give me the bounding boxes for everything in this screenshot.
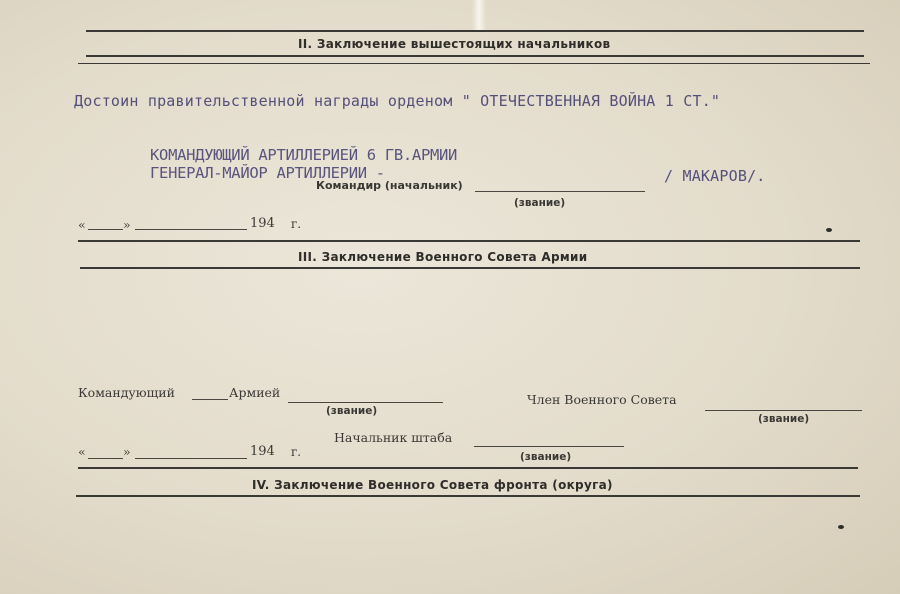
date-suffix-2: г. — [291, 445, 302, 459]
section-3-title: III. Заключение Военного Совета Армии — [298, 250, 588, 264]
commander-label: Командир (начальник) — [316, 179, 463, 192]
section-3-bottom-rule — [80, 267, 860, 269]
date-quote-open-2: « — [78, 444, 86, 459]
section-4-title: IV. Заключение Военного Совета фронта (округа) — [252, 478, 613, 492]
date-day-line — [88, 229, 123, 230]
section-2-top-rule — [86, 30, 864, 32]
award-recommendation-text: Достоин правительственной награды орденом " ОТЕЧЕСТВЕННАЯ ВОЙНА 1 СТ." — [74, 92, 721, 110]
army-label: Армией — [229, 385, 281, 400]
section-4-top-rule — [78, 467, 858, 469]
army-commander-gap-line — [192, 399, 228, 400]
date-suffix: г. — [291, 217, 302, 231]
chief-of-staff-rank-line — [474, 446, 624, 447]
section-3-top-rule — [78, 240, 860, 242]
commander-rank-line — [475, 191, 645, 192]
stamp-line-2: ГЕНЕРАЛ-МАЙОР АРТИЛЛЕРИИ - — [150, 164, 385, 182]
stamp-line-1: КОМАНДУЮЩИЙ АРТИЛЛЕРИЕЙ 6 ГВ.АРМИИ — [150, 146, 458, 164]
date-quote-close: » — [123, 217, 131, 232]
council-member-rank-caption: (звание) — [758, 413, 810, 425]
date-quote-close-2: » — [123, 444, 131, 459]
council-member-rank-line — [705, 410, 862, 411]
date-quote-open: « — [78, 217, 86, 232]
section-2-bottom-rule-2 — [78, 63, 870, 64]
date-year-2: 194 — [250, 444, 275, 459]
section-2-title: II. Заключение вышестоящих начальников — [298, 37, 611, 51]
commander-rank-caption: (звание) — [514, 197, 566, 209]
ink-speck-2 — [838, 525, 844, 529]
date-day-line-2 — [88, 458, 123, 459]
army-commander-label: Командующий — [78, 385, 175, 400]
council-member-label: Член Военного Совета — [527, 392, 677, 407]
date-month-line — [135, 229, 247, 230]
army-commander-rank-caption: (звание) — [326, 405, 378, 417]
paper-crease — [472, 0, 486, 30]
chief-of-staff-label: Начальник штаба — [334, 430, 453, 445]
date-month-line-2 — [135, 458, 247, 459]
chief-of-staff-rank-caption: (звание) — [520, 451, 572, 463]
section-2-bottom-rule — [86, 55, 864, 57]
section-4-bottom-rule — [76, 495, 860, 497]
army-commander-rank-line — [288, 402, 443, 403]
commander-name: / МАКАРОВ/. — [664, 167, 766, 185]
date-year: 194 — [250, 216, 275, 231]
ink-speck — [826, 228, 832, 232]
